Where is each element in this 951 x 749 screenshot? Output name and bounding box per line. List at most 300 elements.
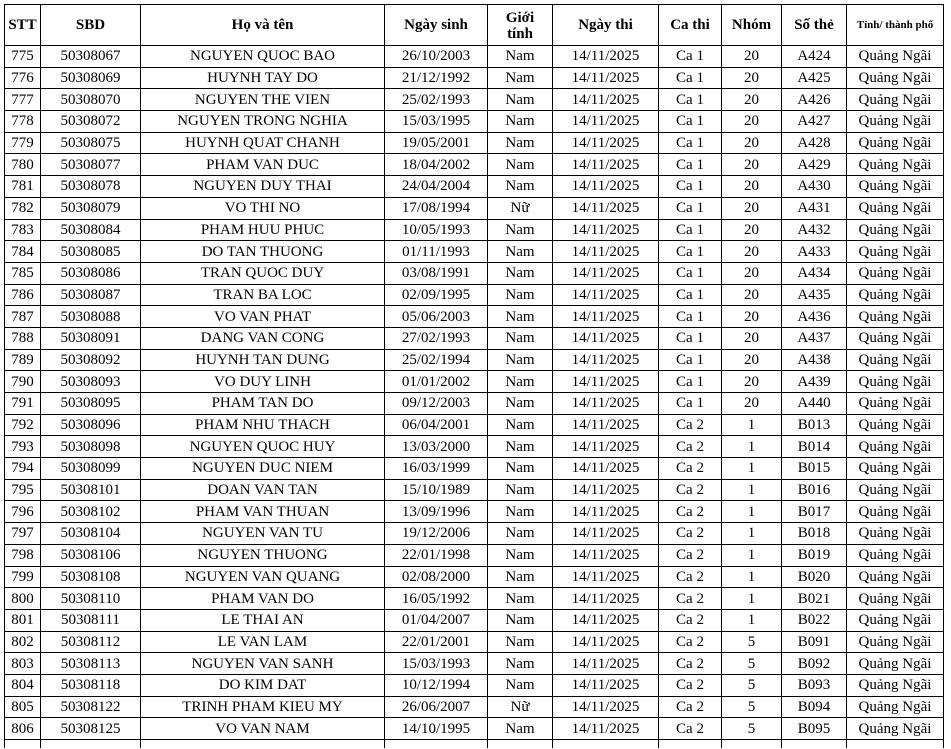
table-row xyxy=(5,46,944,68)
cell-exam-date: 14/11/2025 xyxy=(553,393,659,415)
cell-group: 1 xyxy=(722,414,782,436)
cell-card-number: B022 xyxy=(782,609,847,631)
cell-card-number: A439 xyxy=(782,371,847,393)
cell-empty xyxy=(141,740,385,749)
cell-stt: 790 xyxy=(5,371,41,393)
cell-gender: Nam xyxy=(488,631,553,653)
cell-shift: Ca 1 xyxy=(659,111,722,133)
cell-full-name: VO VAN NAM xyxy=(141,718,385,740)
cell-group: 20 xyxy=(722,176,782,198)
cell-group: 20 xyxy=(722,241,782,263)
cell-exam-date: 14/11/2025 xyxy=(553,349,659,371)
cell-stt: 806 xyxy=(5,718,41,740)
cell-exam-date: 14/11/2025 xyxy=(553,609,659,631)
cell-stt: 781 xyxy=(5,176,41,198)
cell-sbd: 50308092 xyxy=(41,349,141,371)
table-row xyxy=(5,544,944,566)
cell-card-number: B017 xyxy=(782,501,847,523)
cell-full-name: NGUYEN THE VIEN xyxy=(141,89,385,111)
cell-shift: Ca 1 xyxy=(659,89,722,111)
cell-province: Quảng Ngãi xyxy=(847,306,944,328)
cell-group: 1 xyxy=(722,588,782,610)
cell-stt: 804 xyxy=(5,674,41,696)
cell-sbd: 50308102 xyxy=(41,501,141,523)
cell-full-name: HUYNH TAY DO xyxy=(141,67,385,89)
cell-empty xyxy=(488,740,553,749)
cell-birth-date: 15/03/1995 xyxy=(385,111,488,133)
cell-group: 20 xyxy=(722,154,782,176)
table-row xyxy=(5,241,944,263)
cell-shift: Ca 1 xyxy=(659,393,722,415)
cell-full-name: NGUYEN DUC NIEM xyxy=(141,458,385,480)
cell-card-number: A424 xyxy=(782,46,847,68)
cell-birth-date: 25/02/1994 xyxy=(385,349,488,371)
table-row xyxy=(5,631,944,653)
header-gender-line2: tính xyxy=(507,26,533,42)
cell-gender: Nam xyxy=(488,414,553,436)
cell-group: 1 xyxy=(722,501,782,523)
table-row xyxy=(5,609,944,631)
cell-gender: Nam xyxy=(488,111,553,133)
cell-card-number: B093 xyxy=(782,674,847,696)
cell-exam-date: 14/11/2025 xyxy=(553,219,659,241)
table-row xyxy=(5,653,944,675)
cell-group: 5 xyxy=(722,653,782,675)
cell-group: 20 xyxy=(722,111,782,133)
cell-province: Quảng Ngãi xyxy=(847,262,944,284)
cell-gender: Nam xyxy=(488,306,553,328)
cell-shift: Ca 2 xyxy=(659,609,722,631)
cell-sbd: 50308101 xyxy=(41,479,141,501)
cell-shift: Ca 1 xyxy=(659,349,722,371)
cell-gender: Nam xyxy=(488,501,553,523)
cell-exam-date: 14/11/2025 xyxy=(553,241,659,263)
header-birth-date: Ngày sinh xyxy=(385,5,488,46)
cell-sbd: 50308091 xyxy=(41,327,141,349)
cell-sbd: 50308078 xyxy=(41,176,141,198)
cell-exam-date: 14/11/2025 xyxy=(553,284,659,306)
header-exam-date: Ngày thi xyxy=(553,5,659,46)
cell-full-name: NGUYEN THUONG xyxy=(141,544,385,566)
cell-shift: Ca 2 xyxy=(659,523,722,545)
cell-sbd: 50308070 xyxy=(41,89,141,111)
cell-empty xyxy=(553,740,659,749)
cell-full-name: VO THI NO xyxy=(141,197,385,219)
cell-full-name: PHAM VAN THUAN xyxy=(141,501,385,523)
cell-card-number: A436 xyxy=(782,306,847,328)
cell-stt: 802 xyxy=(5,631,41,653)
cell-empty xyxy=(41,740,141,749)
cell-shift: Ca 2 xyxy=(659,479,722,501)
cell-sbd: 50308075 xyxy=(41,132,141,154)
cell-exam-date: 14/11/2025 xyxy=(553,436,659,458)
table-row xyxy=(5,436,944,458)
cell-exam-date: 14/11/2025 xyxy=(553,371,659,393)
cell-birth-date: 16/03/1999 xyxy=(385,458,488,480)
cell-shift: Ca 2 xyxy=(659,631,722,653)
cell-card-number: A427 xyxy=(782,111,847,133)
cell-card-number: A431 xyxy=(782,197,847,219)
cell-gender: Nam xyxy=(488,458,553,480)
table-row xyxy=(5,197,944,219)
cell-sbd: 50308087 xyxy=(41,284,141,306)
cell-birth-date: 10/05/1993 xyxy=(385,219,488,241)
cell-card-number: B014 xyxy=(782,436,847,458)
table-row xyxy=(5,523,944,545)
cell-empty xyxy=(5,740,41,749)
cell-province: Quảng Ngãi xyxy=(847,349,944,371)
cell-shift: Ca 2 xyxy=(659,414,722,436)
cell-gender: Nam xyxy=(488,67,553,89)
cell-shift: Ca 2 xyxy=(659,674,722,696)
cell-province: Quảng Ngãi xyxy=(847,609,944,631)
cell-group: 5 xyxy=(722,674,782,696)
cell-full-name: PHAM VAN DUC xyxy=(141,154,385,176)
cell-exam-date: 14/11/2025 xyxy=(553,696,659,718)
table-row xyxy=(5,176,944,198)
cell-shift: Ca 1 xyxy=(659,197,722,219)
cell-card-number: B019 xyxy=(782,544,847,566)
cell-empty xyxy=(782,740,847,749)
cell-sbd: 50308093 xyxy=(41,371,141,393)
cell-card-number: A432 xyxy=(782,219,847,241)
table-row xyxy=(5,327,944,349)
cell-full-name: NGUYEN QUOC BAO xyxy=(141,46,385,68)
cell-card-number: A430 xyxy=(782,176,847,198)
cell-shift: Ca 1 xyxy=(659,284,722,306)
cell-shift: Ca 1 xyxy=(659,262,722,284)
cell-exam-date: 14/11/2025 xyxy=(553,458,659,480)
table-row xyxy=(5,566,944,588)
cell-birth-date: 15/03/1993 xyxy=(385,653,488,675)
cell-gender: Nam xyxy=(488,674,553,696)
cell-birth-date: 10/12/1994 xyxy=(385,674,488,696)
table-row xyxy=(5,349,944,371)
cell-shift: Ca 2 xyxy=(659,458,722,480)
table-row xyxy=(5,262,944,284)
cell-province: Quảng Ngãi xyxy=(847,393,944,415)
cell-stt: 798 xyxy=(5,544,41,566)
cell-birth-date: 21/12/1992 xyxy=(385,67,488,89)
cell-sbd: 50308111 xyxy=(41,609,141,631)
cell-gender: Nam xyxy=(488,393,553,415)
cell-stt: 787 xyxy=(5,306,41,328)
cell-full-name: LE THAI AN xyxy=(141,609,385,631)
cell-birth-date: 06/04/2001 xyxy=(385,414,488,436)
cell-province: Quảng Ngãi xyxy=(847,111,944,133)
cell-full-name: PHAM VAN DO xyxy=(141,588,385,610)
cell-birth-date: 19/05/2001 xyxy=(385,132,488,154)
cell-province: Quảng Ngãi xyxy=(847,176,944,198)
cell-birth-date: 19/12/2006 xyxy=(385,523,488,545)
cell-stt: 797 xyxy=(5,523,41,545)
cell-shift: Ca 1 xyxy=(659,46,722,68)
cell-province: Quảng Ngãi xyxy=(847,284,944,306)
cell-sbd: 50308099 xyxy=(41,458,141,480)
cell-stt: 789 xyxy=(5,349,41,371)
cell-shift: Ca 1 xyxy=(659,327,722,349)
table-row xyxy=(5,67,944,89)
cell-province: Quảng Ngãi xyxy=(847,566,944,588)
table-row xyxy=(5,306,944,328)
cell-shift: Ca 1 xyxy=(659,154,722,176)
cell-province: Quảng Ngãi xyxy=(847,154,944,176)
table-row xyxy=(5,371,944,393)
cell-shift: Ca 2 xyxy=(659,696,722,718)
cell-exam-date: 14/11/2025 xyxy=(553,197,659,219)
table-row-partial xyxy=(5,740,944,749)
cell-stt: 786 xyxy=(5,284,41,306)
cell-sbd: 50308106 xyxy=(41,544,141,566)
cell-gender: Nam xyxy=(488,523,553,545)
cell-sbd: 50308096 xyxy=(41,414,141,436)
cell-sbd: 50308112 xyxy=(41,631,141,653)
cell-shift: Ca 2 xyxy=(659,436,722,458)
cell-stt: 800 xyxy=(5,588,41,610)
cell-card-number: B094 xyxy=(782,696,847,718)
cell-card-number: B095 xyxy=(782,718,847,740)
cell-group: 20 xyxy=(722,46,782,68)
table-row xyxy=(5,588,944,610)
cell-stt: 777 xyxy=(5,89,41,111)
cell-full-name: DOAN VAN TAN xyxy=(141,479,385,501)
cell-shift: Ca 1 xyxy=(659,176,722,198)
cell-province: Quảng Ngãi xyxy=(847,414,944,436)
cell-exam-date: 14/11/2025 xyxy=(553,544,659,566)
table-row xyxy=(5,393,944,415)
cell-gender: Nam xyxy=(488,89,553,111)
cell-full-name: HUYNH TAN DUNG xyxy=(141,349,385,371)
cell-stt: 793 xyxy=(5,436,41,458)
cell-stt: 803 xyxy=(5,653,41,675)
cell-stt: 792 xyxy=(5,414,41,436)
cell-shift: Ca 2 xyxy=(659,501,722,523)
cell-exam-date: 14/11/2025 xyxy=(553,327,659,349)
cell-group: 20 xyxy=(722,132,782,154)
cell-full-name: NGUYEN QUOC HUY xyxy=(141,436,385,458)
table-row xyxy=(5,458,944,480)
cell-full-name: DANG VAN CONG xyxy=(141,327,385,349)
cell-full-name: TRAN QUOC DUY xyxy=(141,262,385,284)
cell-gender: Nam xyxy=(488,154,553,176)
cell-sbd: 50308118 xyxy=(41,674,141,696)
cell-province: Quảng Ngãi xyxy=(847,46,944,68)
cell-stt: 794 xyxy=(5,458,41,480)
cell-full-name: NGUYEN VAN SANH xyxy=(141,653,385,675)
cell-full-name: NGUYEN VAN QUANG xyxy=(141,566,385,588)
candidate-table xyxy=(4,4,944,748)
cell-province: Quảng Ngãi xyxy=(847,371,944,393)
cell-full-name: PHAM NHU THACH xyxy=(141,414,385,436)
cell-birth-date: 27/02/1993 xyxy=(385,327,488,349)
table-row xyxy=(5,154,944,176)
cell-sbd: 50308088 xyxy=(41,306,141,328)
table-row xyxy=(5,479,944,501)
cell-gender: Nam xyxy=(488,349,553,371)
cell-card-number: B013 xyxy=(782,414,847,436)
cell-sbd: 50308069 xyxy=(41,67,141,89)
cell-full-name: VO VAN PHAT xyxy=(141,306,385,328)
cell-gender: Nam xyxy=(488,241,553,263)
cell-birth-date: 13/09/1996 xyxy=(385,501,488,523)
cell-exam-date: 14/11/2025 xyxy=(553,718,659,740)
table-row xyxy=(5,718,944,740)
cell-birth-date: 02/08/2000 xyxy=(385,566,488,588)
cell-stt: 805 xyxy=(5,696,41,718)
table-row xyxy=(5,132,944,154)
cell-group: 20 xyxy=(722,67,782,89)
cell-gender: Nam xyxy=(488,479,553,501)
cell-stt: 782 xyxy=(5,197,41,219)
cell-group: 20 xyxy=(722,349,782,371)
cell-province: Quảng Ngãi xyxy=(847,132,944,154)
cell-sbd: 50308113 xyxy=(41,653,141,675)
cell-birth-date: 18/04/2002 xyxy=(385,154,488,176)
cell-gender: Nam xyxy=(488,609,553,631)
cell-exam-date: 14/11/2025 xyxy=(553,566,659,588)
cell-stt: 778 xyxy=(5,111,41,133)
cell-gender: Nữ xyxy=(488,197,553,219)
cell-gender: Nam xyxy=(488,371,553,393)
cell-group: 20 xyxy=(722,219,782,241)
cell-birth-date: 26/06/2007 xyxy=(385,696,488,718)
cell-birth-date: 24/04/2004 xyxy=(385,176,488,198)
cell-card-number: B092 xyxy=(782,653,847,675)
header-province: Tỉnh/ thành phố xyxy=(847,5,944,46)
cell-group: 20 xyxy=(722,262,782,284)
cell-birth-date: 14/10/1995 xyxy=(385,718,488,740)
cell-province: Quảng Ngãi xyxy=(847,436,944,458)
cell-gender: Nam xyxy=(488,588,553,610)
table-row xyxy=(5,284,944,306)
cell-gender: Nam xyxy=(488,132,553,154)
cell-full-name: PHAM HUU PHUC xyxy=(141,219,385,241)
header-sbd: SBD xyxy=(41,5,141,46)
cell-group: 20 xyxy=(722,327,782,349)
cell-sbd: 50308110 xyxy=(41,588,141,610)
cell-full-name: NGUYEN DUY THAI xyxy=(141,176,385,198)
cell-card-number: A428 xyxy=(782,132,847,154)
cell-sbd: 50308072 xyxy=(41,111,141,133)
cell-shift: Ca 2 xyxy=(659,653,722,675)
cell-birth-date: 03/08/1991 xyxy=(385,262,488,284)
cell-shift: Ca 2 xyxy=(659,566,722,588)
table-row xyxy=(5,89,944,111)
cell-shift: Ca 2 xyxy=(659,718,722,740)
cell-stt: 801 xyxy=(5,609,41,631)
cell-exam-date: 14/11/2025 xyxy=(553,674,659,696)
cell-group: 1 xyxy=(722,609,782,631)
table-row xyxy=(5,501,944,523)
cell-exam-date: 14/11/2025 xyxy=(553,89,659,111)
cell-birth-date: 15/10/1989 xyxy=(385,479,488,501)
cell-shift: Ca 2 xyxy=(659,544,722,566)
cell-group: 20 xyxy=(722,393,782,415)
cell-stt: 780 xyxy=(5,154,41,176)
cell-stt: 776 xyxy=(5,67,41,89)
cell-group: 1 xyxy=(722,544,782,566)
cell-sbd: 50308104 xyxy=(41,523,141,545)
cell-full-name: DO KIM DAT xyxy=(141,674,385,696)
cell-province: Quảng Ngãi xyxy=(847,219,944,241)
cell-full-name: VO DUY LINH xyxy=(141,371,385,393)
cell-sbd: 50308084 xyxy=(41,219,141,241)
cell-group: 5 xyxy=(722,718,782,740)
cell-birth-date: 01/04/2007 xyxy=(385,609,488,631)
cell-group: 1 xyxy=(722,458,782,480)
cell-province: Quảng Ngãi xyxy=(847,89,944,111)
cell-card-number: A435 xyxy=(782,284,847,306)
cell-empty xyxy=(722,740,782,749)
cell-shift: Ca 1 xyxy=(659,241,722,263)
cell-gender: Nam xyxy=(488,176,553,198)
cell-shift: Ca 2 xyxy=(659,588,722,610)
cell-birth-date: 22/01/1998 xyxy=(385,544,488,566)
cell-province: Quảng Ngãi xyxy=(847,327,944,349)
cell-exam-date: 14/11/2025 xyxy=(553,501,659,523)
cell-gender: Nữ xyxy=(488,696,553,718)
cell-card-number: A438 xyxy=(782,349,847,371)
header-card-number: Số thẻ xyxy=(782,5,847,46)
cell-sbd: 50308085 xyxy=(41,241,141,263)
cell-province: Quảng Ngãi xyxy=(847,523,944,545)
cell-group: 1 xyxy=(722,523,782,545)
cell-full-name: TRAN BA LOC xyxy=(141,284,385,306)
cell-card-number: B015 xyxy=(782,458,847,480)
header-stt: STT xyxy=(5,5,41,46)
cell-exam-date: 14/11/2025 xyxy=(553,132,659,154)
cell-exam-date: 14/11/2025 xyxy=(553,176,659,198)
cell-exam-date: 14/11/2025 xyxy=(553,111,659,133)
cell-full-name: LE VAN LAM xyxy=(141,631,385,653)
cell-card-number: B091 xyxy=(782,631,847,653)
cell-stt: 799 xyxy=(5,566,41,588)
cell-stt: 784 xyxy=(5,241,41,263)
cell-stt: 791 xyxy=(5,393,41,415)
cell-card-number: A425 xyxy=(782,67,847,89)
header-gender-line1: Giới xyxy=(505,10,535,26)
cell-gender: Nam xyxy=(488,566,553,588)
cell-shift: Ca 1 xyxy=(659,67,722,89)
cell-sbd: 50308067 xyxy=(41,46,141,68)
cell-group: 1 xyxy=(722,566,782,588)
cell-birth-date: 01/11/1993 xyxy=(385,241,488,263)
cell-sbd: 50308079 xyxy=(41,197,141,219)
cell-group: 5 xyxy=(722,696,782,718)
table-row xyxy=(5,111,944,133)
header-shift: Ca thi xyxy=(659,5,722,46)
cell-exam-date: 14/11/2025 xyxy=(553,262,659,284)
cell-gender: Nam xyxy=(488,262,553,284)
table-row xyxy=(5,414,944,436)
cell-stt: 796 xyxy=(5,501,41,523)
cell-exam-date: 14/11/2025 xyxy=(553,414,659,436)
cell-gender: Nam xyxy=(488,46,553,68)
cell-card-number: B016 xyxy=(782,479,847,501)
cell-province: Quảng Ngãi xyxy=(847,197,944,219)
cell-group: 1 xyxy=(722,436,782,458)
cell-gender: Nam xyxy=(488,653,553,675)
cell-exam-date: 14/11/2025 xyxy=(553,154,659,176)
cell-exam-date: 14/11/2025 xyxy=(553,479,659,501)
cell-sbd: 50308125 xyxy=(41,718,141,740)
cell-card-number: A434 xyxy=(782,262,847,284)
cell-stt: 785 xyxy=(5,262,41,284)
cell-card-number: B021 xyxy=(782,588,847,610)
cell-province: Quảng Ngãi xyxy=(847,479,944,501)
cell-sbd: 50308095 xyxy=(41,393,141,415)
cell-birth-date: 16/05/1992 xyxy=(385,588,488,610)
